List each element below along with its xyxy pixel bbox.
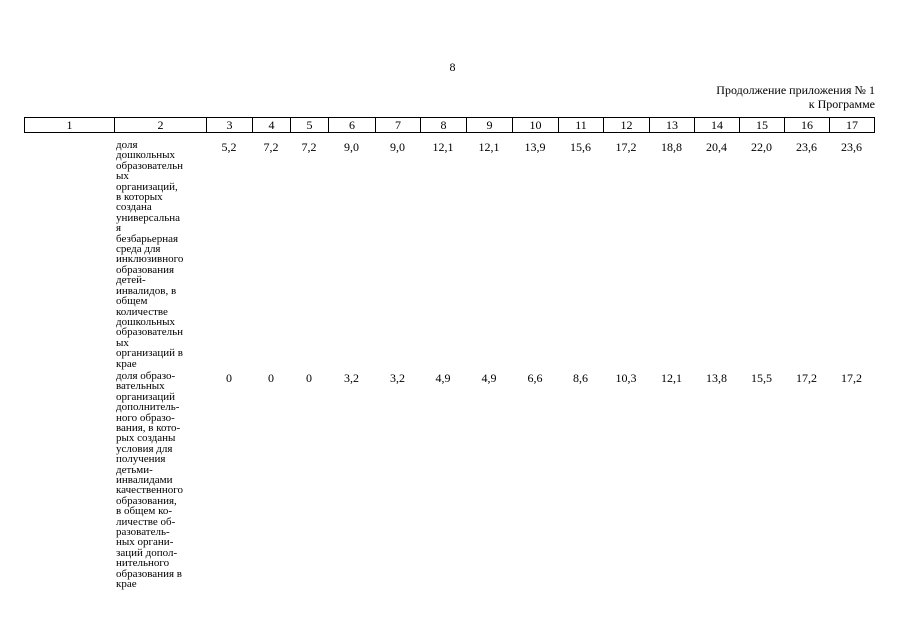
indicator-name-line: дополнитель- [116,401,180,414]
value-cell: 4,9 [435,370,451,385]
indicator-name-line: общем [116,295,148,308]
value-cell: 3,2 [390,370,405,385]
indicator-name-line: образования, [116,494,177,507]
indicator-name-line: доля образо- [116,369,176,382]
indicator-name-line: детей- [116,274,146,287]
column-header-9: 9 [467,118,513,133]
indicator-name-line: разователь- [116,526,170,539]
value-cell: 6,6 [527,370,543,385]
column-number-header [24,117,875,133]
indicator-name-line: крае [116,578,137,591]
indicator-name-line: я [116,222,122,235]
column-header-6: 6 [329,118,376,133]
column-header-4: 4 [253,118,291,133]
value-cell: 13,9 [524,140,546,154]
indicator-name-line: условия для [116,442,173,455]
indicator-name-line: инвалидов, в [116,284,177,297]
row-number-cell [24,140,114,371]
indicator-name-line: в общем ко- [116,505,173,518]
value-cell: 10,3 [615,370,637,385]
indicator-name-line: количестве [116,305,168,318]
indicator-name-line: ных органи- [116,536,174,549]
value-cell: 4,9 [481,370,497,385]
column-header-11: 11 [559,118,604,133]
indicator-name-line: рых созданы [116,432,176,445]
row-number-cell [24,371,114,592]
indicator-name-line: дошкольных [116,315,175,328]
indicator-name-cell [114,371,206,592]
value-cell: 5,2 [221,140,237,154]
indicator-name-line: организаций [116,390,176,403]
indicator-name-line: универсальна [116,211,181,224]
value-cell: 9,0 [344,140,359,154]
value-cell: 17,2 [615,140,637,154]
column-header-14: 14 [695,118,740,133]
value-cell: 0 [306,370,312,385]
indicator-name-line: ых [116,170,129,183]
indicator-name-line: ного образо- [116,411,175,424]
value-cell: 12,1 [478,140,500,154]
indicator-name-line: образования в [116,567,182,580]
annex-line-2: к Программе [808,97,875,111]
value-cell: 15,6 [570,140,591,154]
indicator-name-line: нительного [116,557,170,570]
indicator-name-line: безбарьерная [116,232,179,245]
value-cell: 7,2 [263,140,279,154]
value-cell: 18,8 [661,140,682,154]
column-header-5: 5 [291,118,329,133]
indicator-name-line: дошкольных [116,149,175,162]
indicator-name-line: в которых [116,191,163,204]
column-header-3: 3 [207,118,253,133]
indicator-name-line: заций допол- [116,546,178,559]
indicator-name-line: организаций в [116,347,183,360]
indicator-name-line: доля [116,139,138,151]
indicator-name-line: организаций, [116,180,178,193]
value-cell: 17,2 [796,370,817,385]
column-header-7: 7 [376,118,421,133]
indicator-name-line: вания, в кото- [116,421,181,434]
value-cell: 12,1 [661,370,682,385]
indicator-name-cell [114,140,206,371]
value-cell: 23,6 [796,140,817,154]
column-header-1: 1 [25,118,115,133]
column-header-12: 12 [604,118,650,133]
value-cell: 7,2 [301,140,317,154]
value-cell: 15,5 [751,370,772,385]
table-row [24,371,874,592]
column-header-17: 17 [830,118,875,133]
indicator-name-line: качественного [116,484,184,497]
indicator-name-line: крае [116,357,137,370]
value-cell: 12,1 [432,140,454,154]
indicator-name-line: создана [116,201,152,214]
indicator-name-line: образовательн [116,326,183,339]
indicator-name-line: среда для [116,243,161,256]
value-cell: 8,6 [573,370,588,385]
value-cell: 9,0 [390,140,405,154]
header-row [25,118,875,133]
value-cell: 23,6 [841,140,862,154]
indicator-name-line: вательных [116,380,165,393]
value-cell: 22,0 [751,140,772,154]
table-row [24,140,874,371]
indicator-name-line: инвалидами [116,474,173,486]
annex-line-1: Продолжение приложения № 1 [716,83,875,97]
indicator-name-line: личестве об- [116,515,176,528]
page-number: 8 [449,60,456,74]
column-header-2: 2 [115,118,207,133]
column-header-10: 10 [513,118,559,133]
column-header-8: 8 [421,118,467,133]
indicator-name-line: детьми- [116,463,153,476]
indicator-name-line: ых [116,336,129,349]
value-cell: 0 [226,370,232,385]
column-header-13: 13 [650,118,695,133]
indicator-name-line: инклюзивного [116,253,184,266]
indicator-name-line: образовательн [116,159,183,172]
value-cell: 13,8 [706,370,727,385]
column-header-15: 15 [740,118,785,133]
value-cell: 20,4 [706,140,727,154]
value-cell: 0 [268,370,274,385]
indicator-name-line: образования [116,263,175,276]
value-cell: 17,2 [841,370,862,385]
annex-caption [716,83,875,111]
indicator-name-line: получения [116,453,166,466]
column-header-16: 16 [785,118,830,133]
indicator-table [24,140,874,591]
value-cell: 3,2 [344,370,359,385]
